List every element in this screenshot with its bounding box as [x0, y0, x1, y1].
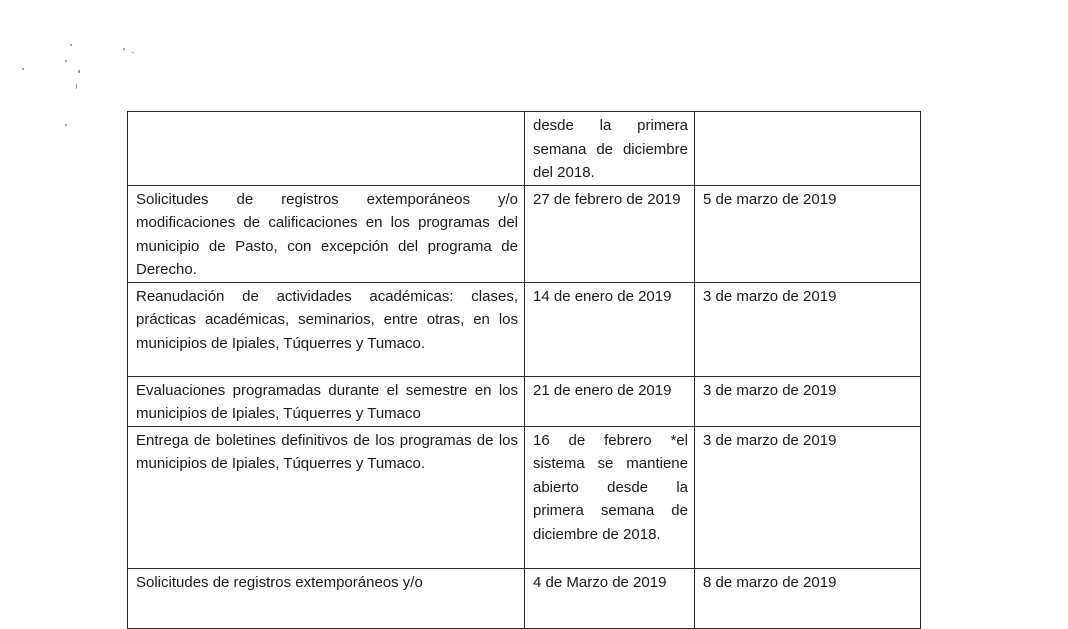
start-date-cell: [525, 426, 695, 568]
activity-text: Reanudación de actividades académicas: clases, prácticas académicas, seminarios, entre otras, en los municipios de Ipiales, Túquerres y Tumaco.: [136, 287, 518, 352]
end-date-text: 3 de marzo de 2019: [703, 381, 837, 399]
activity-cell: [128, 568, 525, 628]
start-date-text: desde la primera semana de diciembre del 2018.: [533, 117, 688, 181]
activity-cell: [128, 426, 525, 568]
scan-speck: [65, 60, 67, 62]
start-date-cell: [525, 185, 695, 282]
scan-speck: [22, 68, 24, 70]
end-date-text: 3 de marzo de 2019: [703, 431, 837, 449]
end-date-text: 8 de marzo de 2019: [703, 573, 837, 591]
scan-speck: [78, 70, 80, 73]
start-date-text: 4 de Marzo de 2019: [533, 573, 667, 591]
scan-speck: [123, 48, 125, 50]
scan-speck: [65, 124, 67, 126]
start-date-text: 14 de enero de 2019: [533, 287, 672, 305]
start-date-cell: [525, 282, 695, 376]
start-date-text: 21 de enero de 2019: [533, 381, 672, 399]
start-date-cell: [525, 112, 695, 186]
activity-text: Evaluaciones programadas durante el semestre en los municipios de Ipiales, Túquerres y Tumaco: [136, 381, 518, 422]
start-date-cell: [525, 568, 695, 628]
activity-text: Solicitudes de registros extemporáneos y/o modificaciones de calificaciones en los programas del municipio de Pasto, con excepción del programa de Derecho.: [136, 190, 518, 278]
end-date-text: 5 de marzo de 2019: [703, 190, 837, 208]
schedule-table: [127, 111, 921, 629]
activity-cell: [128, 185, 525, 282]
activity-cell: [128, 282, 525, 376]
activity-text: Entrega de boletines definitivos de los programas de los municipios de Ipiales, Túquerres y Tumaco.: [136, 431, 518, 472]
table-row: [128, 376, 921, 426]
start-date-text: 16 de febrero *el sistema se mantiene abierto desde la primera semana de diciembre de 2018.: [533, 431, 688, 543]
activity-text: Solicitudes de registros extemporáneos y/o: [136, 573, 423, 591]
table-row: [128, 185, 921, 282]
scan-speck: [76, 84, 77, 89]
table-row: [128, 426, 921, 568]
end-date-cell: [695, 376, 921, 426]
start-date-cell: [525, 376, 695, 426]
table-row: [128, 112, 921, 186]
scan-speck: [70, 44, 72, 46]
end-date-cell: [695, 282, 921, 376]
end-date-cell: [695, 426, 921, 568]
table-row: [128, 282, 921, 376]
end-date-cell: [695, 568, 921, 628]
activity-cell: [128, 376, 525, 426]
start-date-text: 27 de febrero de 2019: [533, 190, 681, 208]
end-date-cell: [695, 112, 921, 186]
end-date-cell: [695, 185, 921, 282]
table-row: [128, 568, 921, 628]
scan-speck: [132, 52, 134, 53]
activity-cell: [128, 112, 525, 186]
end-date-text: 3 de marzo de 2019: [703, 287, 837, 305]
